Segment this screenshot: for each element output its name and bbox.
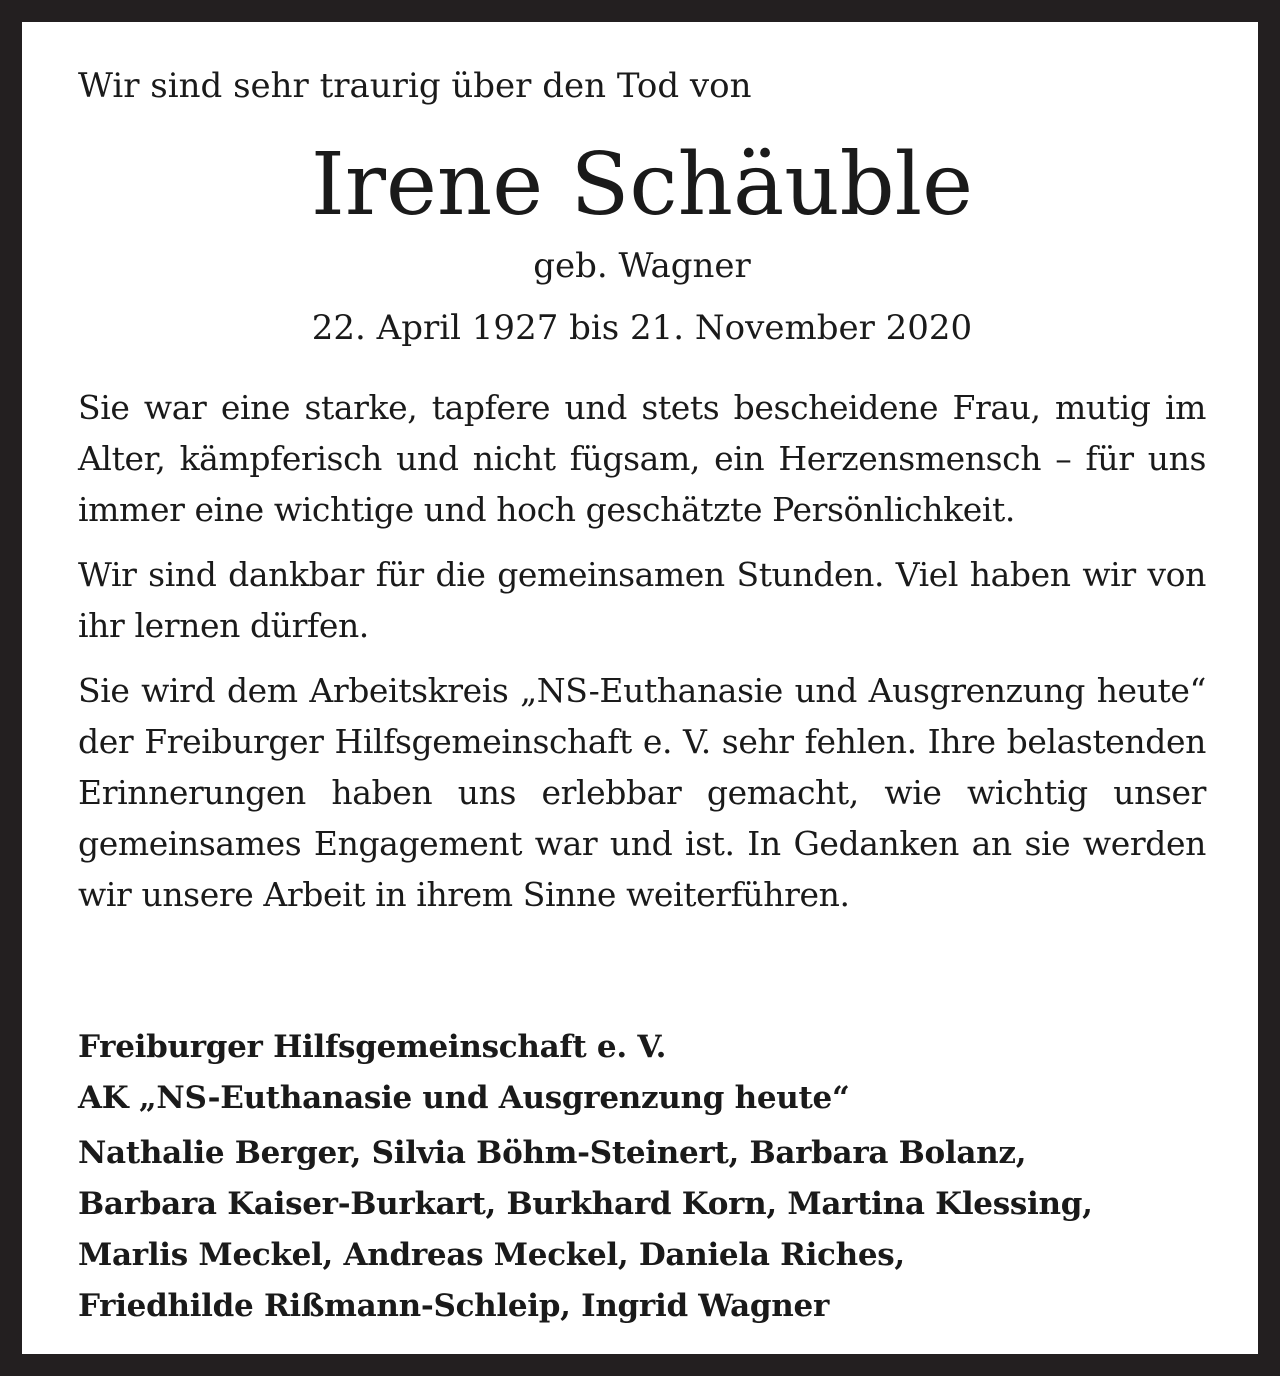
members-line: Barbara Kaiser-Burkart, Burkhard Korn, Martina Klessing, bbox=[78, 1186, 1093, 1222]
tribute-paragraph: Sie war eine starke, tapfere und stets bescheidene Frau, mutig im Alter, kämpferisch und nicht fügsam, ein Herzensmensch – für uns immer eine wichtige und hoch geschätzte Persönlichkeit. bbox=[78, 388, 1206, 529]
signature-organization: Freiburger Hilfsgemeinschaft e. V. bbox=[78, 1029, 667, 1065]
deceased-name: Irene Schäuble bbox=[310, 135, 974, 235]
tribute-text bbox=[78, 382, 1206, 934]
members-line: Nathalie Berger, Silvia Böhm-Steinert, Barbara Bolanz, bbox=[78, 1135, 1027, 1171]
signature-members bbox=[78, 1128, 1206, 1332]
members-line: Friedhilde Rißmann-Schleip, Ingrid Wagner bbox=[78, 1288, 829, 1324]
life-dates: 22. April 1927 bis 21. November 2020 bbox=[311, 308, 973, 348]
members-line: Marlis Meckel, Andreas Meckel, Daniela Riches, bbox=[78, 1237, 905, 1273]
tribute-paragraph: Wir sind dankbar für die gemeinsamen Stunden. Viel haben wir von ihr lernen dürfen. bbox=[78, 555, 1206, 645]
signature-block bbox=[78, 1022, 1206, 1332]
signature-working-group: AK „NS-Euthanasie und Ausgrenzung heute“ bbox=[78, 1080, 850, 1116]
maiden-name: geb. Wagner bbox=[533, 246, 751, 286]
tribute-paragraph: Sie wird dem Arbeitskreis „NS-Euthanasie und Ausgrenzung heute“ der Freiburger Hilfsgemeinschaft e. V. sehr fehlen. Ihre belastenden Erinnerungen haben uns erlebbar gemacht, wie wichtig unser gemeinsames Engagement war und ist. In Gedanken an sie werden wir unsere Arbeit in ihrem Sinne weiterführen. bbox=[78, 671, 1206, 914]
obituary-notice bbox=[22, 22, 1258, 1354]
intro-line: Wir sind sehr traurig über den Tod von bbox=[78, 66, 752, 106]
